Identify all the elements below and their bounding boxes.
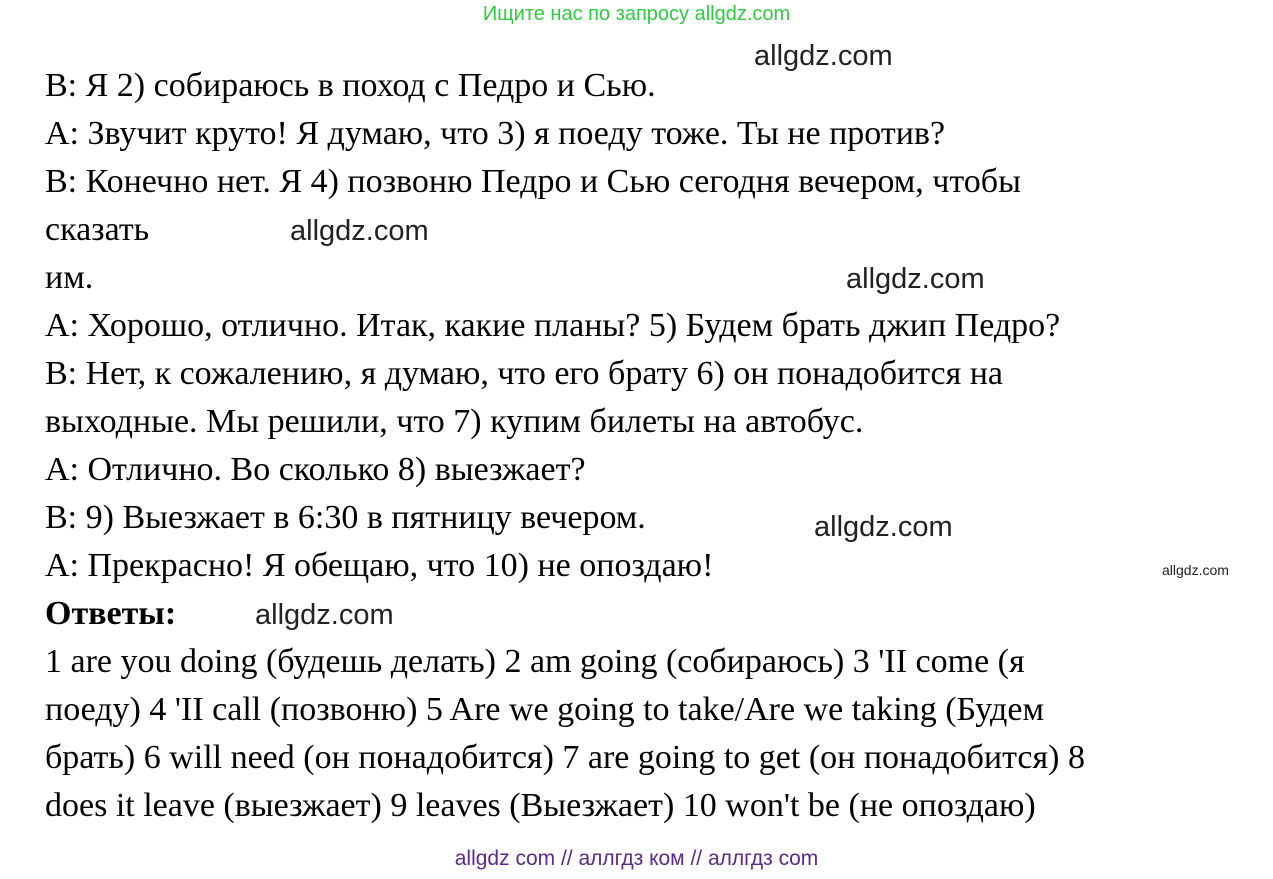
answer-line: брать) 6 will need (он понадобится) 7 are going to get (он понадобится) 8: [45, 739, 1085, 776]
top-banner: Ищите нас по запросу allgdz.com: [482, 3, 791, 25]
dialogue-line: B: Конечно нет. Я 4) позвоню Педро и Сью сегодня вечером, чтобы: [45, 163, 1021, 200]
dialogue-line: сказать: [45, 211, 150, 248]
watermark-small: allgdz.com: [1162, 562, 1229, 578]
dialogue-line: A: Хорошо, отлично. Итак, какие планы? 5) Будем брать джип Педро?: [45, 307, 1061, 344]
watermark: allgdz.com: [846, 263, 985, 295]
answer-line: does it leave (выезжает) 9 leaves (Выезжает) 10 won't be (не опоздаю): [45, 787, 1036, 824]
watermark: allgdz.com: [754, 40, 893, 72]
answers-heading: Ответы:: [45, 595, 177, 632]
dialogue-line: A: Отлично. Во сколько 8) выезжает?: [45, 451, 586, 488]
dialogue-line: им.: [45, 259, 94, 296]
dialogue-line: A: Прекрасно! Я обещаю, что 10) не опоздаю!: [45, 547, 714, 584]
watermark: allgdz.com: [290, 215, 429, 247]
dialogue-line: выходные. Мы решили, что 7) купим билеты на автобус.: [45, 403, 864, 440]
answer-line: поеду) 4 'II call (позвоню) 5 Are we going to take/Are we taking (Будем: [45, 691, 1044, 728]
dialogue-line: B: Я 2) собираюсь в поход с Педро и Сью.: [45, 67, 656, 104]
dialogue-line: B: 9) Выезжает в 6:30 в пятницу вечером.: [45, 499, 646, 536]
answer-line: 1 are you doing (будешь делать) 2 am going (собираюсь) 3 'II come (я: [45, 643, 1025, 680]
footer-links: allgdz com // аллгдз ком // аллгдз com: [454, 847, 819, 870]
watermark: allgdz.com: [255, 599, 394, 631]
dialogue-line: B: Нет, к сожалению, я думаю, что его брату 6) он понадобится на: [45, 355, 1004, 392]
document-body: [45, 62, 1245, 830]
watermark: allgdz.com: [814, 511, 953, 543]
dialogue-line: A: Звучит круто! Я думаю, что 3) я поеду тоже. Ты не против?: [45, 115, 946, 152]
